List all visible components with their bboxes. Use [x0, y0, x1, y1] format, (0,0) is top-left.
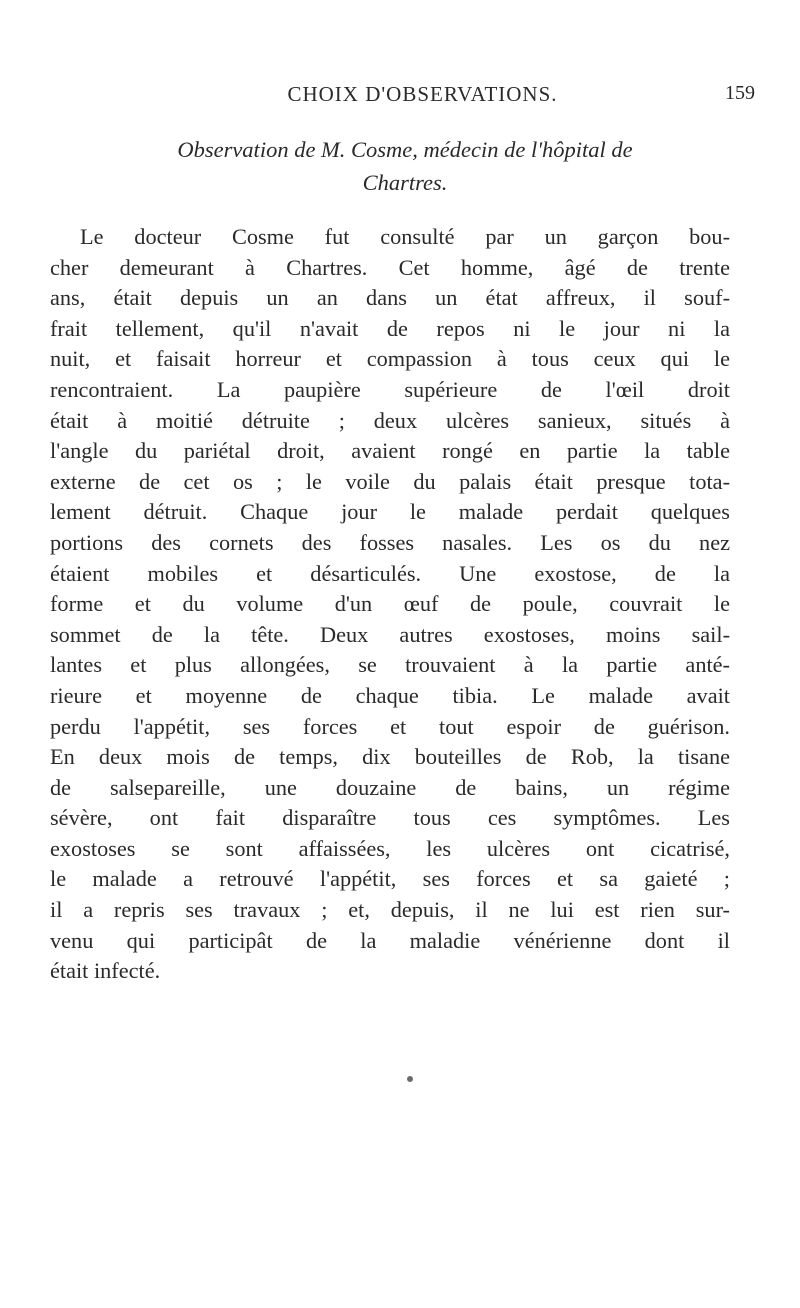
text-line: lement détruit. Chaque jour le malade perdait quelques: [50, 499, 730, 525]
text-line: rieure et moyenne de chaque tibia. Le malade avait: [50, 682, 730, 708]
text-line: perdu l'appétit, ses forces et tout espoir de guérison.: [50, 713, 730, 739]
text-line: venu qui participât de la maladie vénérienne dont il: [50, 927, 730, 953]
text-line: le malade a retrouvé l'appétit, ses forces et sa gaieté ;: [50, 866, 730, 892]
text-line: En deux mois de temps, dix bouteilles de Rob, la tisane: [50, 744, 730, 770]
text-line: l'angle du pariétal droit, avaient rongé en partie la table: [50, 438, 730, 464]
text-line: il a repris ses travaux ; et, depuis, il ne lui est rien sur-: [50, 897, 730, 923]
text-line: rencontraient. La paupière supérieure de l'œil droit: [50, 376, 730, 402]
text-line: lantes et plus allongées, se trouvaient à la partie anté-: [50, 652, 730, 678]
text-line: était à moitié détruite ; deux ulcères sanieux, situés à: [50, 407, 730, 433]
text-line: était infecté.: [50, 958, 161, 984]
text-line: sommet de la tête. Deux autres exostoses, moins sail-: [50, 621, 730, 647]
text-line: étaient mobiles et désarticulés. Une exostose, de la: [50, 560, 730, 586]
observation-title: [70, 133, 740, 199]
text-line: Le docteur Cosme fut consulté par un garçon bou-: [80, 224, 730, 249]
text-line: ans, était depuis un an dans un état affreux, il souf-: [50, 285, 730, 311]
text-line: forme et du volume d'un œuf de poule, couvrait le: [50, 591, 730, 617]
text-line: portions des cornets des fosses nasales. Les os du nez: [50, 529, 730, 555]
text-line: exostoses se sont affaissées, les ulcères ont cicatrisé,: [50, 835, 730, 861]
running-head: [90, 82, 755, 112]
text-line: sévère, ont fait disparaître tous ces symptômes. Les: [50, 805, 730, 831]
observation-body: [50, 222, 730, 987]
text-line: nuit, et faisait horreur et compassion à tous ceux qui le: [50, 346, 730, 372]
observation-title-line-2: Chartres.: [362, 170, 448, 195]
page-number: 159: [725, 82, 755, 104]
running-title: CHOIX D'OBSERVATIONS.: [287, 82, 558, 106]
text-line: cher demeurant à Chartres. Cet homme, âgé de trente: [50, 254, 730, 280]
text-line: frait tellement, qu'il n'avait de repos ni le jour ni la: [50, 315, 730, 341]
text-line: externe de cet os ; le voile du palais était presque tota-: [50, 468, 730, 494]
observation-title-line-1: Observation de M. Cosme, médecin de l'hôpital de: [177, 137, 633, 162]
ink-dot: [407, 1076, 413, 1082]
text-line: de salsepareille, une douzaine de bains, un régime: [50, 774, 730, 800]
